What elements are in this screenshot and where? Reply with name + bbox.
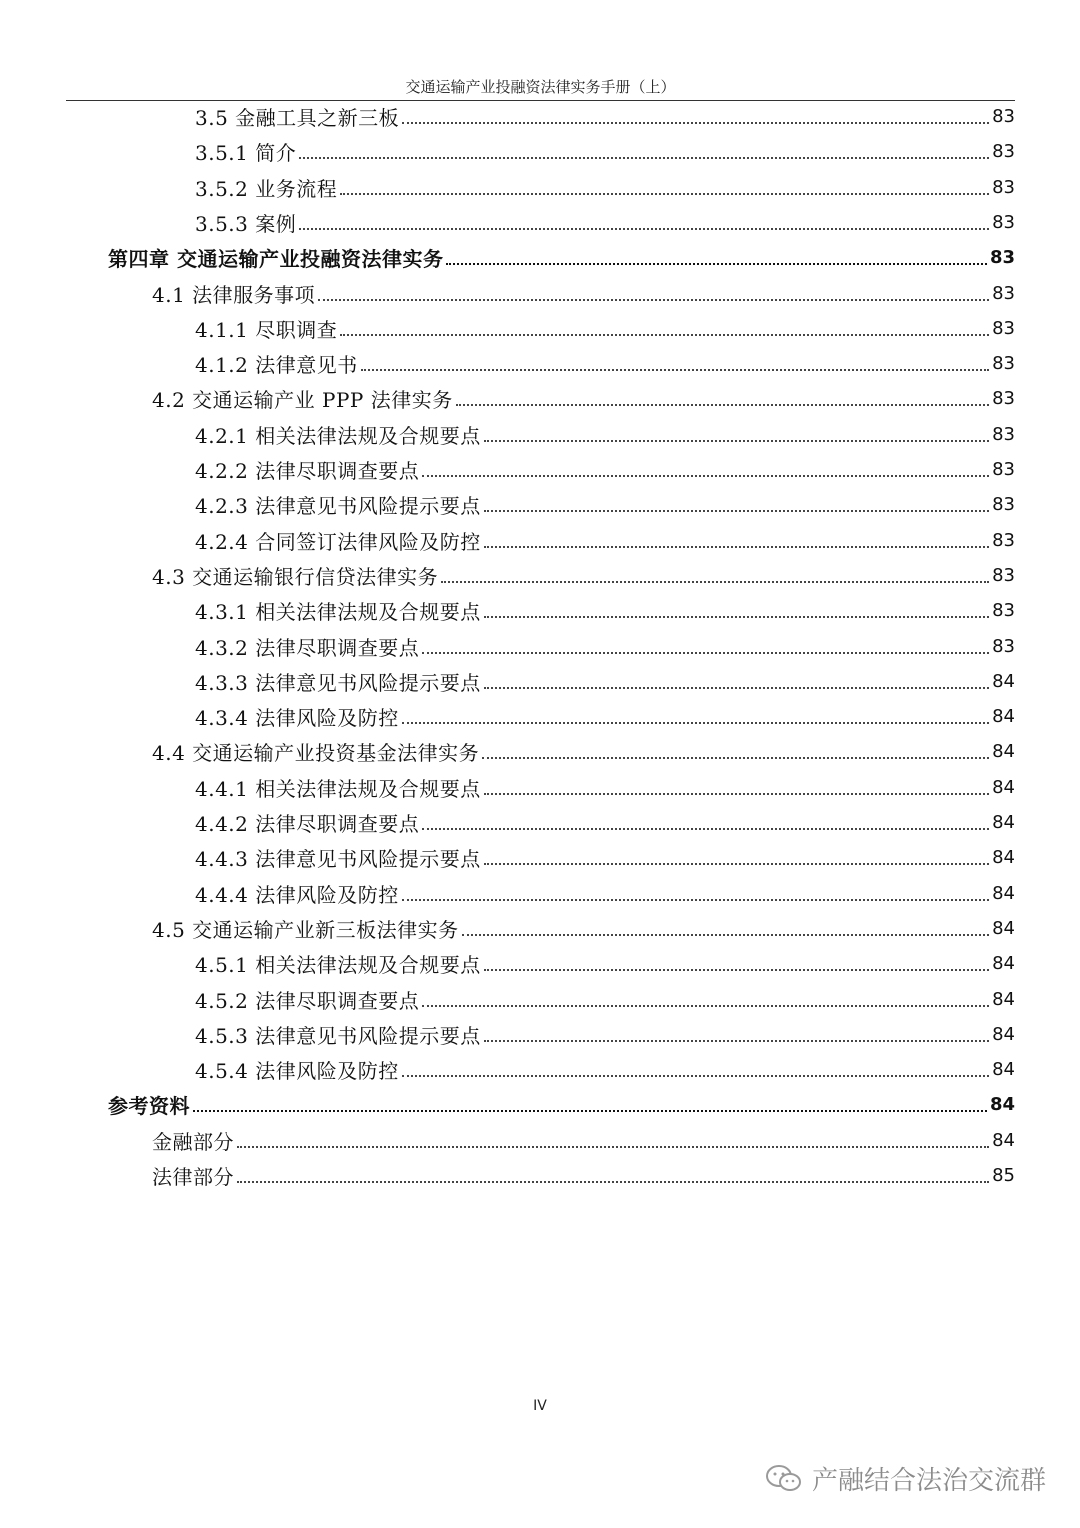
toc-entry[interactable]	[195, 876, 1015, 911]
toc-entry-page: 83	[992, 564, 1015, 586]
toc-entry-title: 4.4 交通运输产业投资基金法律实务	[152, 741, 480, 766]
toc-entry[interactable]	[195, 699, 1015, 734]
toc-dot-leader	[456, 403, 989, 406]
toc-entry-title: 4.2.2 法律尽职调查要点	[195, 459, 420, 483]
toc-entry-page: 83	[992, 353, 1015, 375]
toc-entry[interactable]	[195, 805, 1015, 840]
toc-entry-title: 4.5.3 法律意见书风险提示要点	[195, 1023, 481, 1048]
toc-entry-page: 83	[992, 282, 1015, 304]
wechat-icon	[764, 1463, 804, 1495]
toc-entry-page: 84	[992, 1059, 1015, 1081]
toc-entry[interactable]	[152, 276, 1015, 311]
toc-dot-leader	[484, 792, 989, 795]
toc-entry-page: 83	[992, 388, 1015, 410]
page-header	[66, 74, 1015, 101]
toc-entry-title: 4.1 法律服务事项	[152, 282, 316, 307]
toc-entry-title: 4.1.2 法律意见书	[195, 353, 358, 378]
toc-entry[interactable]	[152, 911, 1015, 946]
toc-entry-title: 第四章 交通运输产业投融资法律实务	[108, 247, 444, 272]
toc-entry[interactable]	[195, 946, 1015, 981]
toc-entry[interactable]	[108, 240, 1015, 275]
toc-entry-title: 3.5.1 简介	[195, 141, 297, 166]
toc-dot-leader	[484, 686, 989, 689]
toc-entry-page: 83	[992, 459, 1015, 480]
toc-entry-page: 83	[992, 106, 1015, 127]
toc-dot-leader	[193, 1109, 987, 1112]
toc-entry-title: 4.5.2 法律尽职调查要点	[195, 988, 420, 1013]
toc-entry[interactable]	[195, 311, 1015, 346]
toc-dot-leader	[402, 898, 989, 901]
toc-dot-leader	[482, 756, 989, 759]
toc-entry[interactable]	[195, 840, 1015, 875]
toc-entry[interactable]	[108, 1087, 1015, 1122]
toc-entry[interactable]	[195, 1052, 1015, 1087]
header-title: 交通运输产业投融资法律实务手册（上）	[405, 78, 676, 96]
toc-entry-title: 4.2.1 相关法律法规及合规要点	[195, 423, 481, 448]
watermark-text: 产融结合法治交流群	[811, 1466, 1046, 1496]
toc-entry[interactable]	[195, 487, 1015, 522]
toc-dot-leader	[422, 1004, 989, 1007]
toc-dot-leader	[441, 580, 989, 583]
toc-dot-leader	[422, 474, 989, 477]
toc-entry-title: 4.4.4 法律风险及防控	[195, 882, 399, 907]
toc-entry-title: 4.4.2 法律尽职调查要点	[195, 812, 420, 836]
toc-entry-page: 83	[992, 211, 1015, 233]
toc-entry-title: 4.3.3 法律意见书风险提示要点	[195, 670, 481, 695]
toc-entry-page: 84	[992, 670, 1015, 692]
toc-entry-page: 83	[989, 247, 1015, 269]
toc-entry-title: 4.4.3 法律意见书风险提示要点	[195, 847, 481, 872]
toc-entry[interactable]	[152, 1123, 1015, 1158]
toc-dot-leader	[484, 509, 989, 512]
toc-dot-leader	[237, 1145, 989, 1148]
toc-entry-page: 84	[992, 706, 1015, 728]
toc-entry-title: 4.1.1 尽职调查	[195, 317, 338, 342]
toc-entry[interactable]	[152, 734, 1015, 769]
toc-dot-leader	[462, 933, 989, 936]
toc-entry[interactable]	[195, 770, 1015, 805]
toc-entry[interactable]	[195, 452, 1015, 487]
toc-entry-title: 金融部分	[152, 1129, 234, 1154]
toc-dot-leader	[340, 333, 989, 336]
toc-dot-leader	[299, 227, 989, 230]
toc-entry-title: 3.5.3 案例	[195, 211, 297, 236]
toc-entry-page: 84	[992, 847, 1015, 869]
toc-dot-leader	[422, 827, 989, 830]
toc-entry[interactable]	[195, 99, 1015, 134]
toc-entry-title: 4.3.4 法律风险及防控	[195, 706, 399, 731]
toc-entry[interactable]	[195, 523, 1015, 558]
toc-entry[interactable]	[195, 417, 1015, 452]
toc-entry-page: 83	[992, 176, 1015, 198]
toc-entry[interactable]	[152, 381, 1015, 416]
toc-entry[interactable]	[152, 558, 1015, 593]
toc-entry-page: 84	[992, 776, 1015, 798]
toc-dot-leader	[484, 862, 989, 865]
toc-entry-page: 84	[992, 741, 1015, 763]
toc-entry[interactable]	[195, 346, 1015, 381]
toc-entry-page: 84	[992, 882, 1015, 904]
toc-entry-page: 83	[992, 423, 1015, 445]
toc-entry-page: 83	[992, 600, 1015, 622]
toc-dot-leader	[237, 1180, 989, 1183]
toc-entry-page: 84	[992, 953, 1015, 975]
toc-entry-title: 参考资料	[108, 1094, 190, 1119]
toc-entry-title: 3.5 金融工具之新三板	[195, 106, 400, 130]
toc-entry-title: 4.5.1 相关法律法规及合规要点	[195, 953, 481, 978]
toc-entry-page: 83	[992, 494, 1015, 516]
toc-entry[interactable]	[152, 1158, 1015, 1193]
toc-entry-title: 4.2 交通运输产业 PPP 法律实务	[152, 388, 453, 413]
toc-entry-title: 法律部分	[152, 1165, 234, 1189]
toc-entry-page: 83	[992, 141, 1015, 163]
toc-dot-leader	[484, 439, 989, 442]
toc-dot-leader	[484, 1039, 989, 1042]
toc-dot-leader	[484, 968, 989, 971]
toc-entry-title: 4.3 交通运输银行信贷法律实务	[152, 564, 439, 589]
toc-entry-page: 83	[992, 635, 1015, 657]
toc-entry-title: 4.5 交通运输产业新三板法律实务	[152, 917, 459, 942]
toc-entry[interactable]	[195, 982, 1015, 1017]
toc-dot-leader	[361, 368, 989, 371]
toc-entry[interactable]	[195, 205, 1015, 240]
toc-entry[interactable]	[195, 593, 1015, 628]
toc-dot-leader	[402, 721, 989, 724]
toc-dot-leader	[446, 262, 986, 265]
toc-dot-leader	[484, 615, 989, 618]
toc-entry-title: 3.5.2 业务流程	[195, 176, 338, 201]
watermark	[764, 1460, 1046, 1497]
toc-entry[interactable]	[195, 170, 1015, 205]
toc-entry-title: 4.4.1 相关法律法规及合规要点	[195, 776, 481, 801]
toc-entry[interactable]	[195, 664, 1015, 699]
toc-entry-page: 84	[992, 812, 1015, 833]
toc-dot-leader	[299, 156, 989, 159]
toc-entry-page: 83	[992, 317, 1015, 339]
toc-entry-page: 85	[992, 1165, 1015, 1186]
toc-entry-title: 4.3.1 相关法律法规及合规要点	[195, 600, 481, 625]
toc-dot-leader	[318, 298, 989, 301]
page-number: IV	[533, 1398, 547, 1414]
toc-entry-title: 4.2.4 合同签订法律风险及防控	[195, 529, 481, 554]
toc-dot-leader	[402, 1074, 989, 1077]
toc-entry-page: 84	[992, 917, 1015, 939]
toc-entry-page: 84	[992, 1129, 1015, 1151]
toc-entry-title: 4.2.3 法律意见书风险提示要点	[195, 494, 481, 519]
toc-dot-leader	[402, 121, 989, 124]
toc-entry-page: 84	[992, 1023, 1015, 1045]
toc-entry-title: 4.5.4 法律风险及防控	[195, 1059, 399, 1084]
toc-entry[interactable]	[195, 1017, 1015, 1052]
toc-entry-title: 4.3.2 法律尽职调查要点	[195, 635, 420, 660]
toc-dot-leader	[484, 545, 989, 548]
toc-entry-page: 84	[992, 988, 1015, 1010]
toc-dot-leader	[422, 651, 989, 654]
toc-dot-leader	[340, 192, 989, 195]
toc-entry[interactable]	[195, 134, 1015, 169]
toc-entry-page: 83	[992, 529, 1015, 551]
toc-entry-page: 84	[989, 1094, 1015, 1116]
toc-entry[interactable]	[195, 629, 1015, 664]
